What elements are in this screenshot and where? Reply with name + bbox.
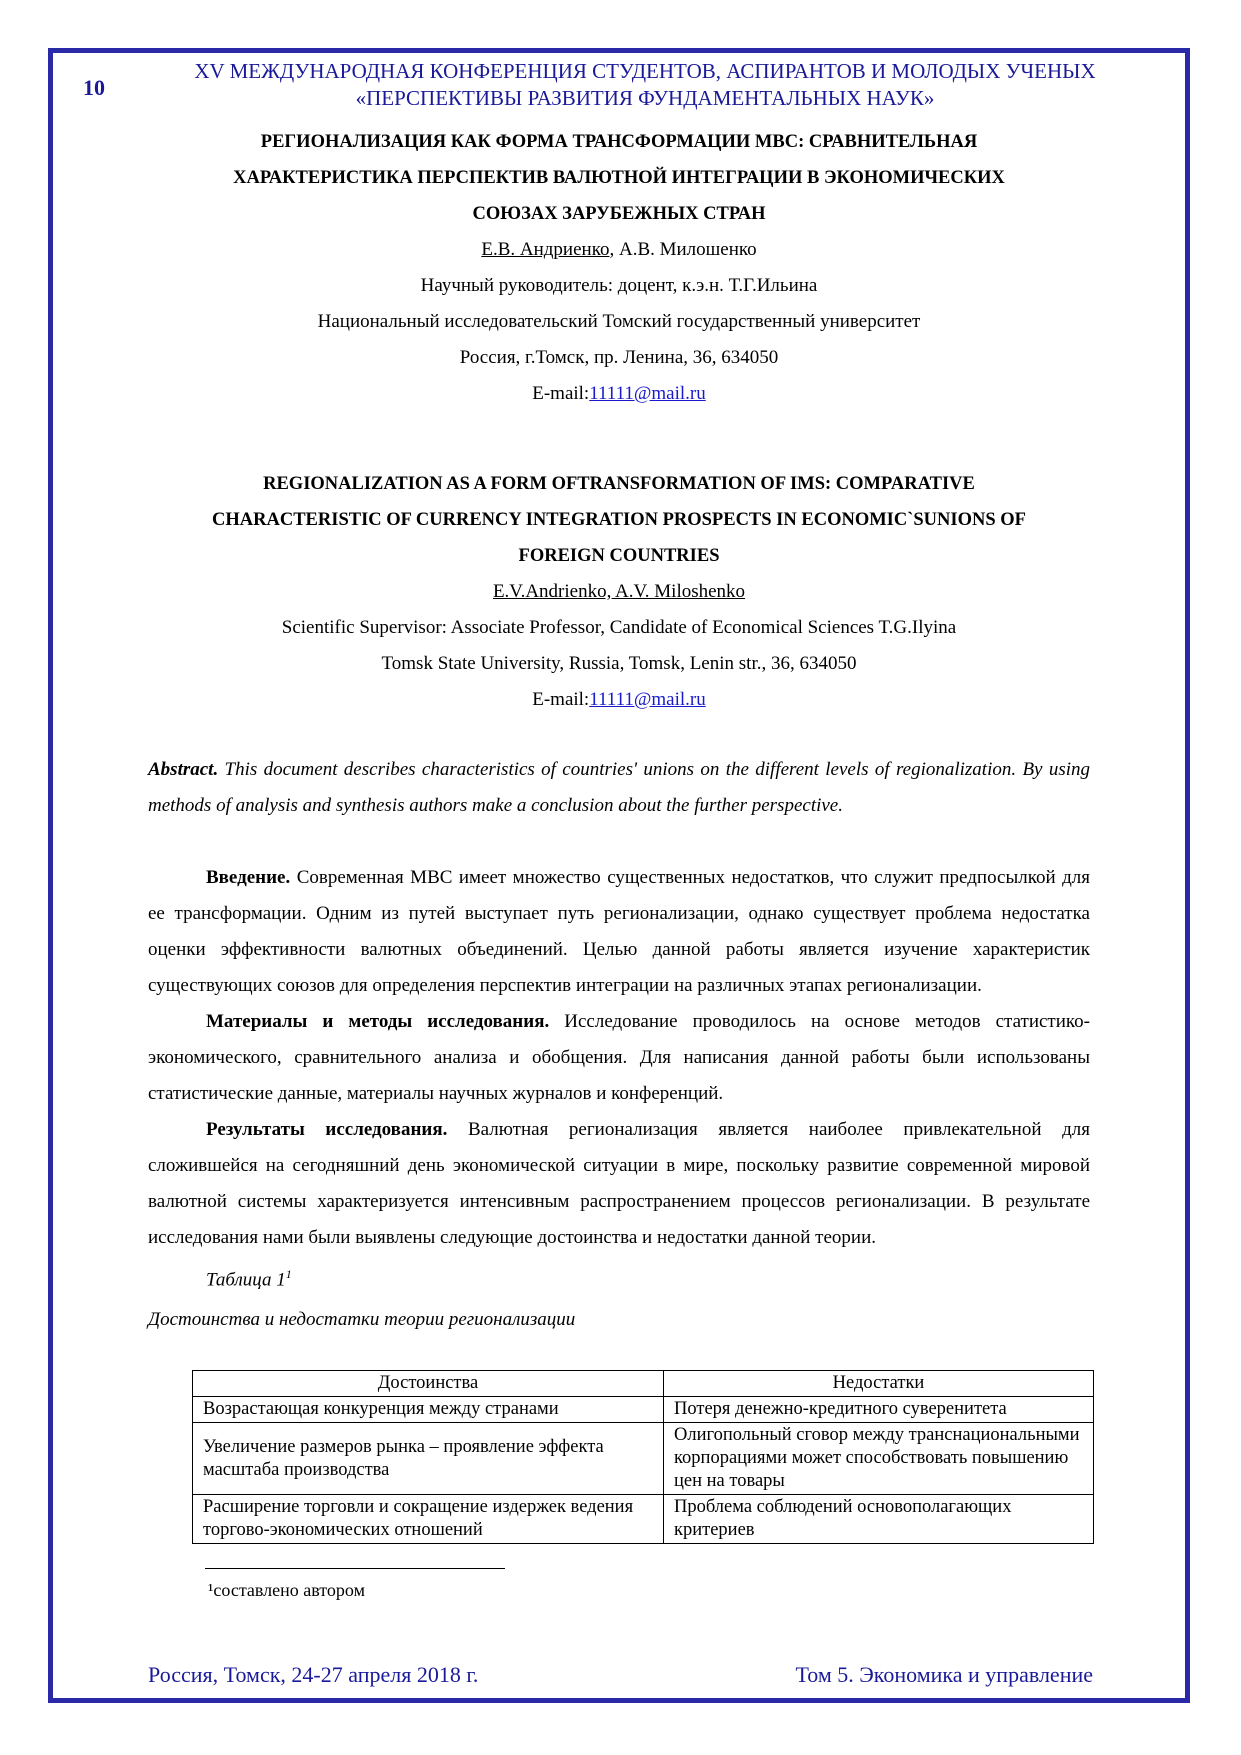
ru-title-line: СОЮЗАХ ЗАРУБЕЖНЫХ СТРАН — [472, 204, 766, 224]
table-header-row — [193, 1371, 1094, 1397]
email-label: E-mail: — [532, 383, 590, 404]
ru-title-line: РЕГИОНАЛИЗАЦИЯ КАК ФОРМА ТРАНСФОРМАЦИИ МВС: СРАВНИТЕЛЬНАЯ — [260, 132, 978, 152]
table-row — [193, 1495, 1094, 1544]
table-row — [193, 1397, 1094, 1423]
footnote: ¹составлено автором — [208, 1580, 365, 1600]
ru-university: Национальный исследовательский Томский государственный университет — [317, 311, 921, 332]
en-email-link[interactable]: 11111@mail.ru — [589, 689, 706, 710]
en-address: Tomsk State University, Russia, Tomsk, Lenin str., 36, 634050 — [381, 653, 857, 674]
en-title-line: FOREIGN COUNTRIES — [518, 546, 720, 566]
ru-title-block — [148, 124, 1090, 412]
section-text: Современная МВС имеет множество существенных недостатков, что служит предпосылкой для ее трансформации. Одним из путей выступает путь регионализации, однако существует проблема недостатка оценки эффективности валютных объединений. Целью данной работы является изучение характеристик существующих союзов для определения перспектив интеграции на различных этапах регионализации. — [148, 867, 1090, 996]
section-text: Исследование проводилось на основе методов статистико-экономического, сравнительного анализа и обобщения. Для написания данной работы были использованы статистические данные, материалы научных журналов и конференций. — [148, 1011, 1090, 1104]
abstract-label: Abstract. — [148, 759, 219, 780]
author-separator: , — [609, 239, 619, 260]
section-label: Результаты исследования. — [206, 1119, 448, 1140]
column-header-disadvantages: Недостатки — [664, 1371, 1094, 1397]
section-methods — [148, 1004, 1090, 1112]
footer-volume: Том 5. Экономика и управление — [795, 1662, 1093, 1687]
ru-author-presenting: Е.В. Андриенко — [481, 239, 610, 260]
table-cell: Возрастающая конкуренция между странами — [193, 1397, 664, 1423]
body-text — [148, 860, 1090, 1338]
email-label: E-mail: — [532, 689, 590, 710]
table-number — [148, 1256, 1090, 1298]
section-label: Введение. — [206, 867, 291, 888]
conference-header — [140, 58, 1150, 112]
footnote-ref: 1 — [285, 1267, 292, 1281]
abstract — [148, 752, 1090, 824]
ru-supervisor: Научный руководитель: доцент, к.э.н. Т.Г.Ильина — [420, 275, 818, 296]
en-title-line: CHARACTERISTIC OF CURRENCY INTEGRATION PROSPECTS IN ECONOMIC`SUNIONS OF — [212, 510, 1026, 530]
ru-email-link[interactable]: 11111@mail.ru — [589, 383, 706, 404]
table-cell: Потеря денежно-кредитного суверенитета — [664, 1397, 1094, 1423]
advantages-table — [192, 1370, 1094, 1544]
section-label: Материалы и методы исследования. — [206, 1011, 550, 1032]
ru-author: А.В. Милошенко — [618, 239, 757, 260]
ru-authors — [148, 232, 1090, 268]
en-email-line — [148, 682, 1090, 718]
en-title-line: REGIONALIZATION AS A FORM OFTRANSFORMATION OF IMS: COMPARATIVE — [263, 474, 975, 494]
table-cell: Олигопольный сговор между транснациональными корпорациями может способствовать повышению цен на товары — [664, 1423, 1094, 1495]
en-authors: E.V.Andrienko, A.V. Miloshenko — [492, 581, 746, 602]
en-supervisor: Scientific Supervisor: Associate Professor, Candidate of Economical Sciences T.G.Ilyina — [281, 617, 957, 638]
section-introduction — [148, 860, 1090, 1004]
table-cell: Расширение торговли и сокращение издержек ведения торгово-экономических отношений — [193, 1495, 664, 1544]
table-cell: Увеличение размеров рынка – проявление эффекта масштаба производства — [193, 1423, 664, 1495]
conference-title: XV МЕЖДУНАРОДНАЯ КОНФЕРЕНЦИЯ СТУДЕНТОВ, АСПИРАНТОВ И МОЛОДЫХ УЧЕНЫХ — [194, 59, 1096, 83]
table-row — [193, 1423, 1094, 1495]
ru-email-line — [148, 376, 1090, 412]
section-results — [148, 1112, 1090, 1256]
conference-subtitle: «ПЕРСПЕКТИВЫ РАЗВИТИЯ ФУНДАМЕНТАЛЬНЫХ НАУК» — [355, 86, 935, 110]
en-title-block — [148, 466, 1090, 718]
footnote-divider — [205, 1568, 505, 1569]
page-number: 10 — [83, 75, 105, 100]
section-text: Валютная регионализация является наиболее привлекательной для сложившейся на сегодняшний день экономической ситуации в мире, поскольку развитие современной мировой валютной системы характеризуется интенсивным распространением процессов регионализации. В результате исследования нами были выявлены следующие достоинства и недостатки данной теории. — [148, 1119, 1091, 1248]
ru-address: Россия, г.Томск, пр. Ленина, 36, 634050 — [459, 347, 779, 368]
table-caption: Достоинства и недостатки теории регионализации — [148, 1309, 576, 1331]
table-number-label: Таблица 1 — [206, 1269, 286, 1291]
footer-location-date: Россия, Томск, 24-27 апреля 2018 г. — [148, 1662, 479, 1687]
table-cell: Проблема соблюдений основополагающих критериев — [664, 1495, 1094, 1544]
column-header-advantages: Достоинства — [193, 1371, 664, 1397]
abstract-text: This document describes characteristics of countries' unions on the different levels of regionalization. By using methods of analysis and synthesis authors make a conclusion about the further perspective. — [148, 759, 1090, 816]
ru-title-line: ХАРАКТЕРИСТИКА ПЕРСПЕКТИВ ВАЛЮТНОЙ ИНТЕГРАЦИИ В ЭКОНОМИЧЕСКИХ — [233, 168, 1005, 188]
